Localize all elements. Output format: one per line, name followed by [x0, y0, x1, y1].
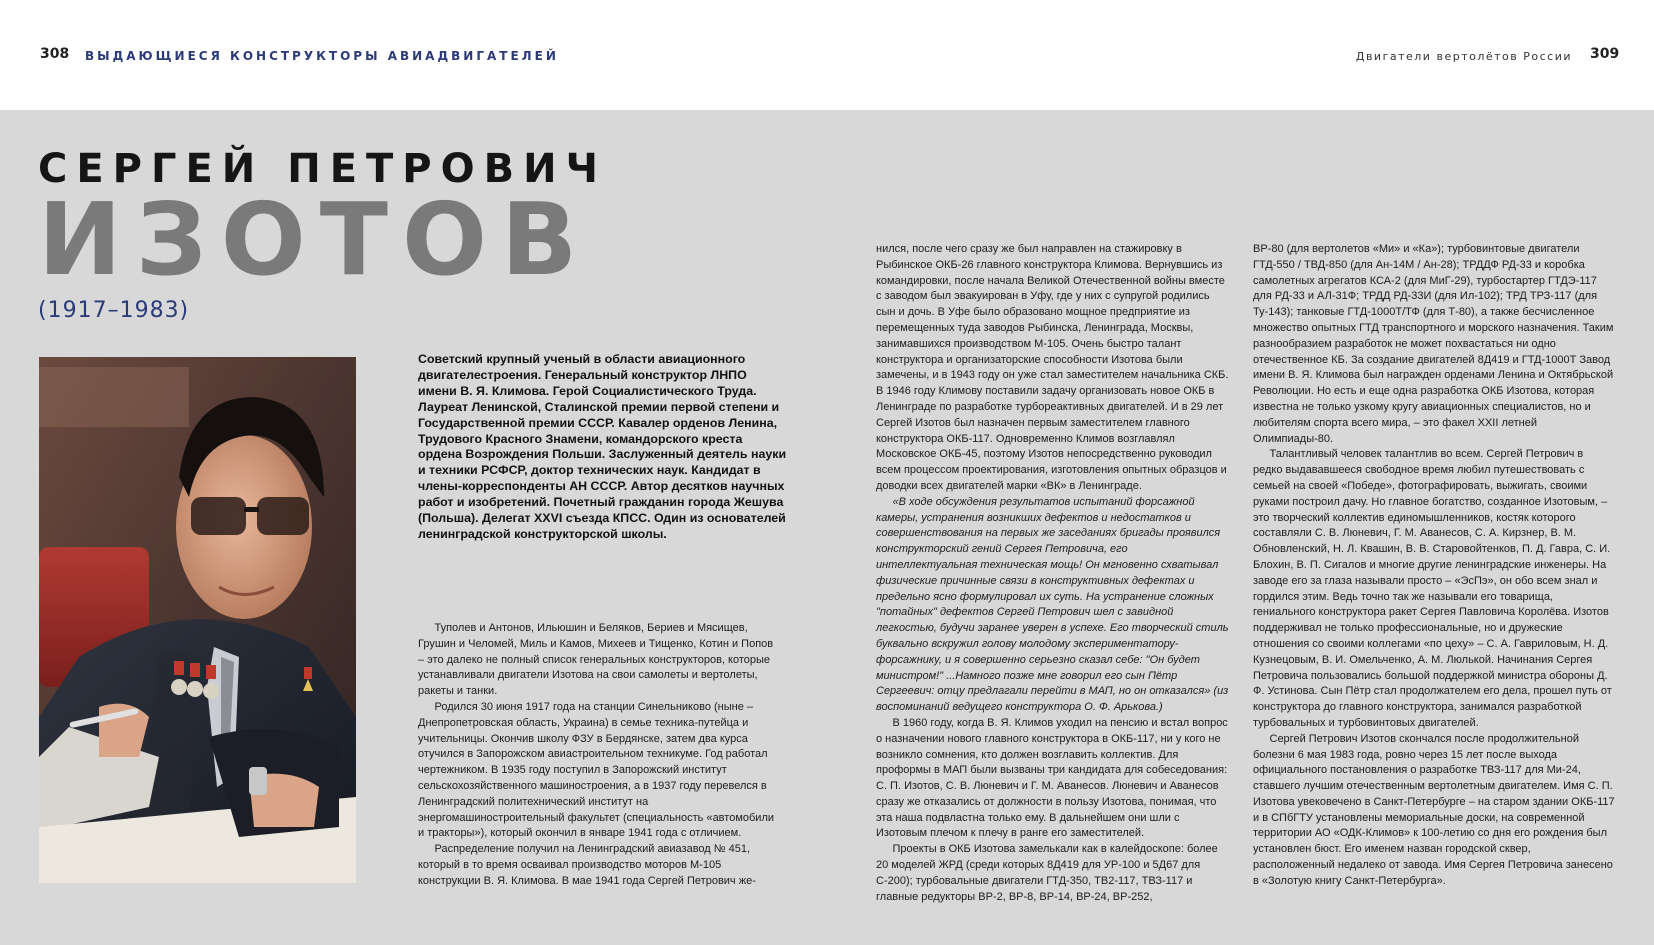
text-column-1: [418, 621, 780, 890]
text-column-2: [876, 242, 1232, 905]
paragraph: Туполев и Антонов, Ильюшин и Беляков, Бериев и Мясищев, Грушин и Челомей, Миль и Камов, Михеев и Тищенко, Котин и Попов – это далеко не полный список генеральных конструкторов, которые устанавливали двигатели Изотова на свои самолеты и вертолеты, ракеты и танки.: [418, 622, 774, 698]
paragraph: Проекты в ОКБ Изотова замелькали как в калейдоскопе: более 20 моделей ЖРД (среди которых 8Д419 для УР-100 и 5Д67 для С-200); турбовальные двигатели ГТД-350, ТВ2-117, ТВЗ-117 и главные редукторы ВР-2, ВР-8, ВР-14, ВР-24, ВР-252,: [876, 843, 1218, 903]
left-page-number: 308: [40, 46, 70, 62]
page-header: [0, 0, 1654, 110]
life-years: (1917–1983): [38, 298, 190, 323]
person-last-name: ИЗОТОВ: [38, 181, 592, 298]
lead-paragraph: Советский крупный ученый в области авиационного двигателестроения. Генеральный конструктор ЛНПО имени В. Я. Климова. Герой Социалистического Труда. Лауреат Ленинской, Сталинской премии первой степени и Государственной премии СССР. Кавалер орденов Ленина, Трудового Красного Знамени, командорского креста ордена Возрождения Польши. Заслуженный деятель науки и техники РСФСР, доктор технических наук. Кандидат в члены-корреспонденты АН СССР. Автор десятков научных работ и изобретений. Почетный гражданин города Жешува (Польша). Делегат XXVI съезда КПСС. Один из основателей ленинградской конструкторской школы.: [418, 352, 787, 541]
paragraph: нился, после чего сразу же был направлен на стажировку в Рыбинское ОКБ-26 главного конструктора Климова. Вернувшись из командировки, после начала Великой Отечественной войны вместе с заводом был эвакуирован в Уфу, где у них с супругой родились сын и дочь. В Уфе было образовано мощное предприятие из перемещенных туда заводов Рыбинска, Ленинграда, Москвы, занимавшихся производством М-105. Очень быстро талант конструктора и организаторские способности Изотова были замечены, и в 1943 году он уже стал заместителем начальника СКБ. В 1946 году Климову поставили задачу организовать новое ОКБ в Ленинграде по разработке турбореактивных двигателей. И в 29 лет Сергей Изотов был назначен первым заместителем главного конструктора ОКБ-117. Одновременно Климов возглавлял Московское ОКБ-45, поэтому Изотов непосредственно руководил всем процессом проектирования, изготовления опытных образцов и доводки всех двигателей марки «ВК» в Ленинграде.: [876, 243, 1229, 492]
paragraph: Родился 30 июня 1917 года на станции Синельниково (ныне – Днепропетровская область, Украина) в семье техника-путейца и учительницы. Окончив школу ФЗУ в Бердянске, затем два курса отучился в Запорожском авиастроительном техникуме. Год работал чертежником. В 1935 году поступил в Запорожский институт сельскохозяйственного машиностроения, а в 1937 году перевелся в Ленинградский политехнический институт на энергомашиностроительный факультет (специальность «автомобили и тракторы»), который окончил в январе 1941 года с отличием.: [418, 700, 775, 840]
right-page-number: 309: [1590, 46, 1620, 62]
text-column-3: [1253, 242, 1615, 890]
person-first-name: СЕРГЕЙ ПЕТРОВИЧ: [38, 146, 607, 192]
paragraph: Талантливый человек талантлив во всем. Сергей Петрович в редко выдававшееся свободное время любил путешествовать с семьей на своей «Победе», фотографировать, выжигать, своими руками построил дачу. Но главное богатство, созданное Изотовым, – это творческий коллектив единомышленников, костяк которого составляли С. В. Люневич, Г. М. Аванесов, С. А. Кирзнер, В. М. Обновленский, Н. Л. Квашин, В. В. Старовойтенков, П. Д. Гавра, С. И. Блохин, В. П. Сигалов и многие другие ленинградские инженеры. На заводе его за глаза называли просто – «ЭсПэ», он обо всем знал и гордился этим. Ведь точно так же называли его товарища, гениального конструктора ракет Сергея Павловича Королёва. Изотов поддерживал не только профессиональные, но и дружеские отношения со своими коллегами «по цеху» – С. А. Гавриловым, Н. Д. Кузнецовым, В. И. Омельченко, А. М. Люлькой. Начинания Сергея Петровича пользовались большой поддержкой министра обороны Д. Ф. Устинова. Сын Пётр стал продолжателем его дела, прошел путь от конструктора до главного конструктора, занимался разработкой турбовальных и турбовинтовых двигателей.: [1253, 448, 1612, 729]
paragraph: Сергей Петрович Изотов скончался после продолжительной болезни 6 мая 1983 года, ровно через 15 лет после выхода официального постановления о разработке ТВЗ-117 для Ми-24, ставшего лучшим отечественным вертолетным двигателем. Имя С. П. Изотова увековечено в Санкт-Петербурге – на старом здании ОКБ-117 и в СПбГТУ установлены мемориальные доски, на современной территории АО «ОДК-Климов» к 100-летию со дня его рождения был установлен бюст. Его именем назван городской сквер, расположенный недалеко от завода. Имя Сергея Петровича занесено в «Золотую книгу Санкт-Петербурга».: [1253, 732, 1615, 887]
portrait-photo: [39, 357, 356, 883]
quote-paragraph: «В ходе обсуждения результатов испытаний форсажной камеры, устранения возникших дефектов и недостатков и совершенствования на первых же заседаниях бригады проявился конструкторский гений Сергея Петровича, его интеллектуальная техническая мощь! Он мгновенно схватывал физические причинные связи в конструктивных дефектах и предельно ясно формулировал их суть. На устранение сложных "потайных" дефектов Сергей Петрович шел с завидной легкостью, будучи заранее уверен в успехе. Его творческий стиль буквально вскружил голову молодому экспериментатору-форсажнику, и я совершенно серьезно сказал себе: "Он будет министром!" ...Намного позже мне говорил его сын Пётр Сергеевич: отцу предлагали перейти в МАП, но он отказался» (из воспоминаний ведущего конструктора О. Ф. Арькова.): [876, 495, 1229, 714]
paragraph: Распределение получил на Ленинградский авиазавод № 451, который в то время осваивал производство моторов М-105 конструкции В. Я. Климова. В мае 1941 года Сергей Петрович же-: [418, 843, 756, 887]
left-running-title: ВЫДАЮЩИЕСЯ КОНСТРУКТОРЫ АВИАДВИГАТЕЛЕЙ: [85, 49, 559, 63]
paragraph: ВР-80 (для вертолетов «Ми» и «Ка»); турбовинтовые двигатели ГТД-550 / ТВД-850 (для Ан-14М / Ан-28); ТРДДФ РД-33 и коробка самолетных агрегатов КСА-2 (для МиГ-29), турбостартер ГТДЭ-117 для РД-33 и АЛ-31Ф; ТРДД РД-33И (для Ил-102); ТРД ТРЗ-117 (для Ту-143); танковые ГТД-1000Т/ТФ (для Т-80), а также бесчисленное множество опытных ГТД транспортного и морского назначения. Таким разнообразием разработок не может похвастаться ни одно отечественное КБ. За создание двигателей 8Д419 и ГТД-1000Т Завод имени В. Я. Климова был награжден орденами Ленина и Октябрьской Революции. Но есть и еще одна разработка ОКБ Изотова, которая известна не только узкому кругу авиационных специалистов, но и любителям спорта всего мира, – это факел XXII летней Олимпиады-80.: [1253, 243, 1614, 445]
paragraph: В 1960 году, когда В. Я. Климов уходил на пенсию и встал вопрос о назначении нового главного конструктора в ОКБ-117, ни у кого не возникло сомнения, кто должен возглавить коллектив. Для проформы в МАП были вызваны три кандидата для собеседования: С. П. Изотов, С. В. Люневич и Г. М. Аванесов. Люневич и Аванесов сразу же отказались от должности в пользу Изотова, понимая, что эта наша подвластна только ему. В дальнейшем они шли с Изотовым плечом к плечу в ранге его заместителей.: [876, 716, 1228, 840]
right-running-title: Двигатели вертолётов России: [1355, 50, 1572, 63]
